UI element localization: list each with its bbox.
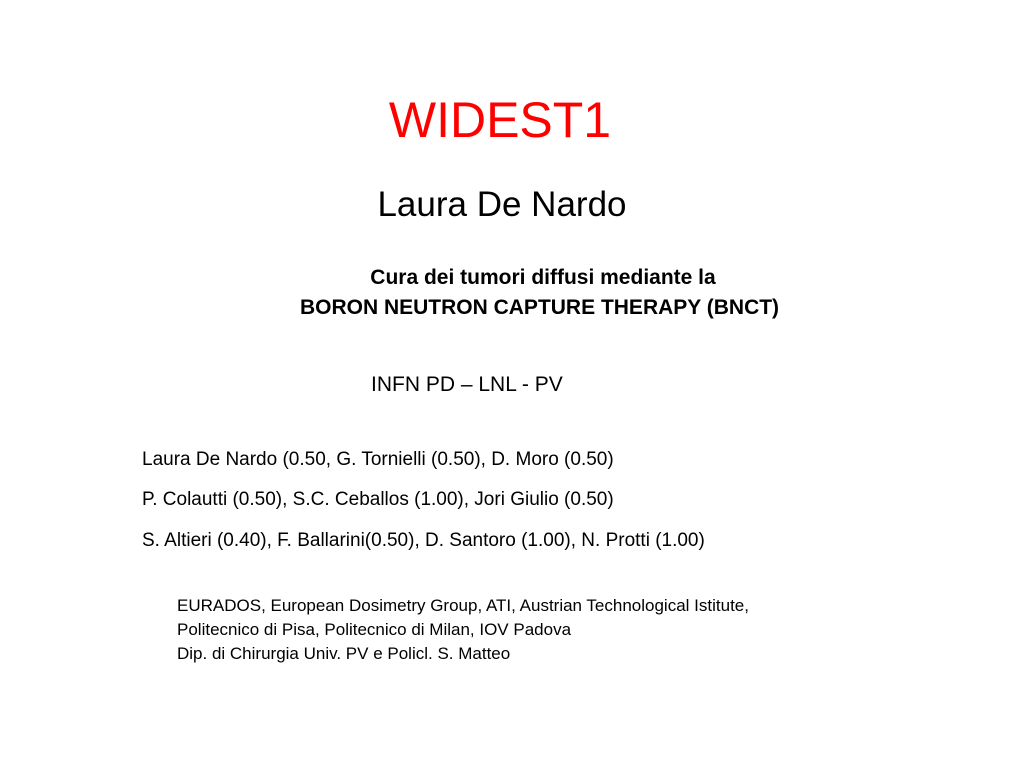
project-subtitle <box>0 263 1024 323</box>
participants-line-3: S. Altieri (0.40), F. Ballarini(0.50), D. Santoro (1.00), N. Protti (1.00) <box>142 530 705 551</box>
collaborations-line-3: Dip. di Chirurgia Univ. PV e Policl. S. Matteo <box>177 644 511 663</box>
subtitle-line-1: Cura dei tumori diffusi mediante la <box>370 266 716 289</box>
collaborations-line-2: Politecnico di Pisa, Politecnico di Milan, IOV Padova <box>177 620 572 639</box>
author-name: Laura De Nardo <box>377 185 627 224</box>
institutes-line: INFN PD – LNL - PV <box>371 373 563 396</box>
subtitle-line-2: BORON NEUTRON CAPTURE THERAPY (BNCT) <box>299 296 780 319</box>
participants-line-1: Laura De Nardo (0.50, G. Tornielli (0.50), D. Moro (0.50) <box>142 449 614 470</box>
collaborations-line-1: EURADOS, European Dosimetry Group, ATI, Austrian Technological Istitute, <box>177 596 749 615</box>
slide-title: WIDEST1 <box>388 92 612 148</box>
participants-line-2: P. Colautti (0.50), S.C. Ceballos (1.00), Jori Giulio (0.50) <box>142 489 614 510</box>
